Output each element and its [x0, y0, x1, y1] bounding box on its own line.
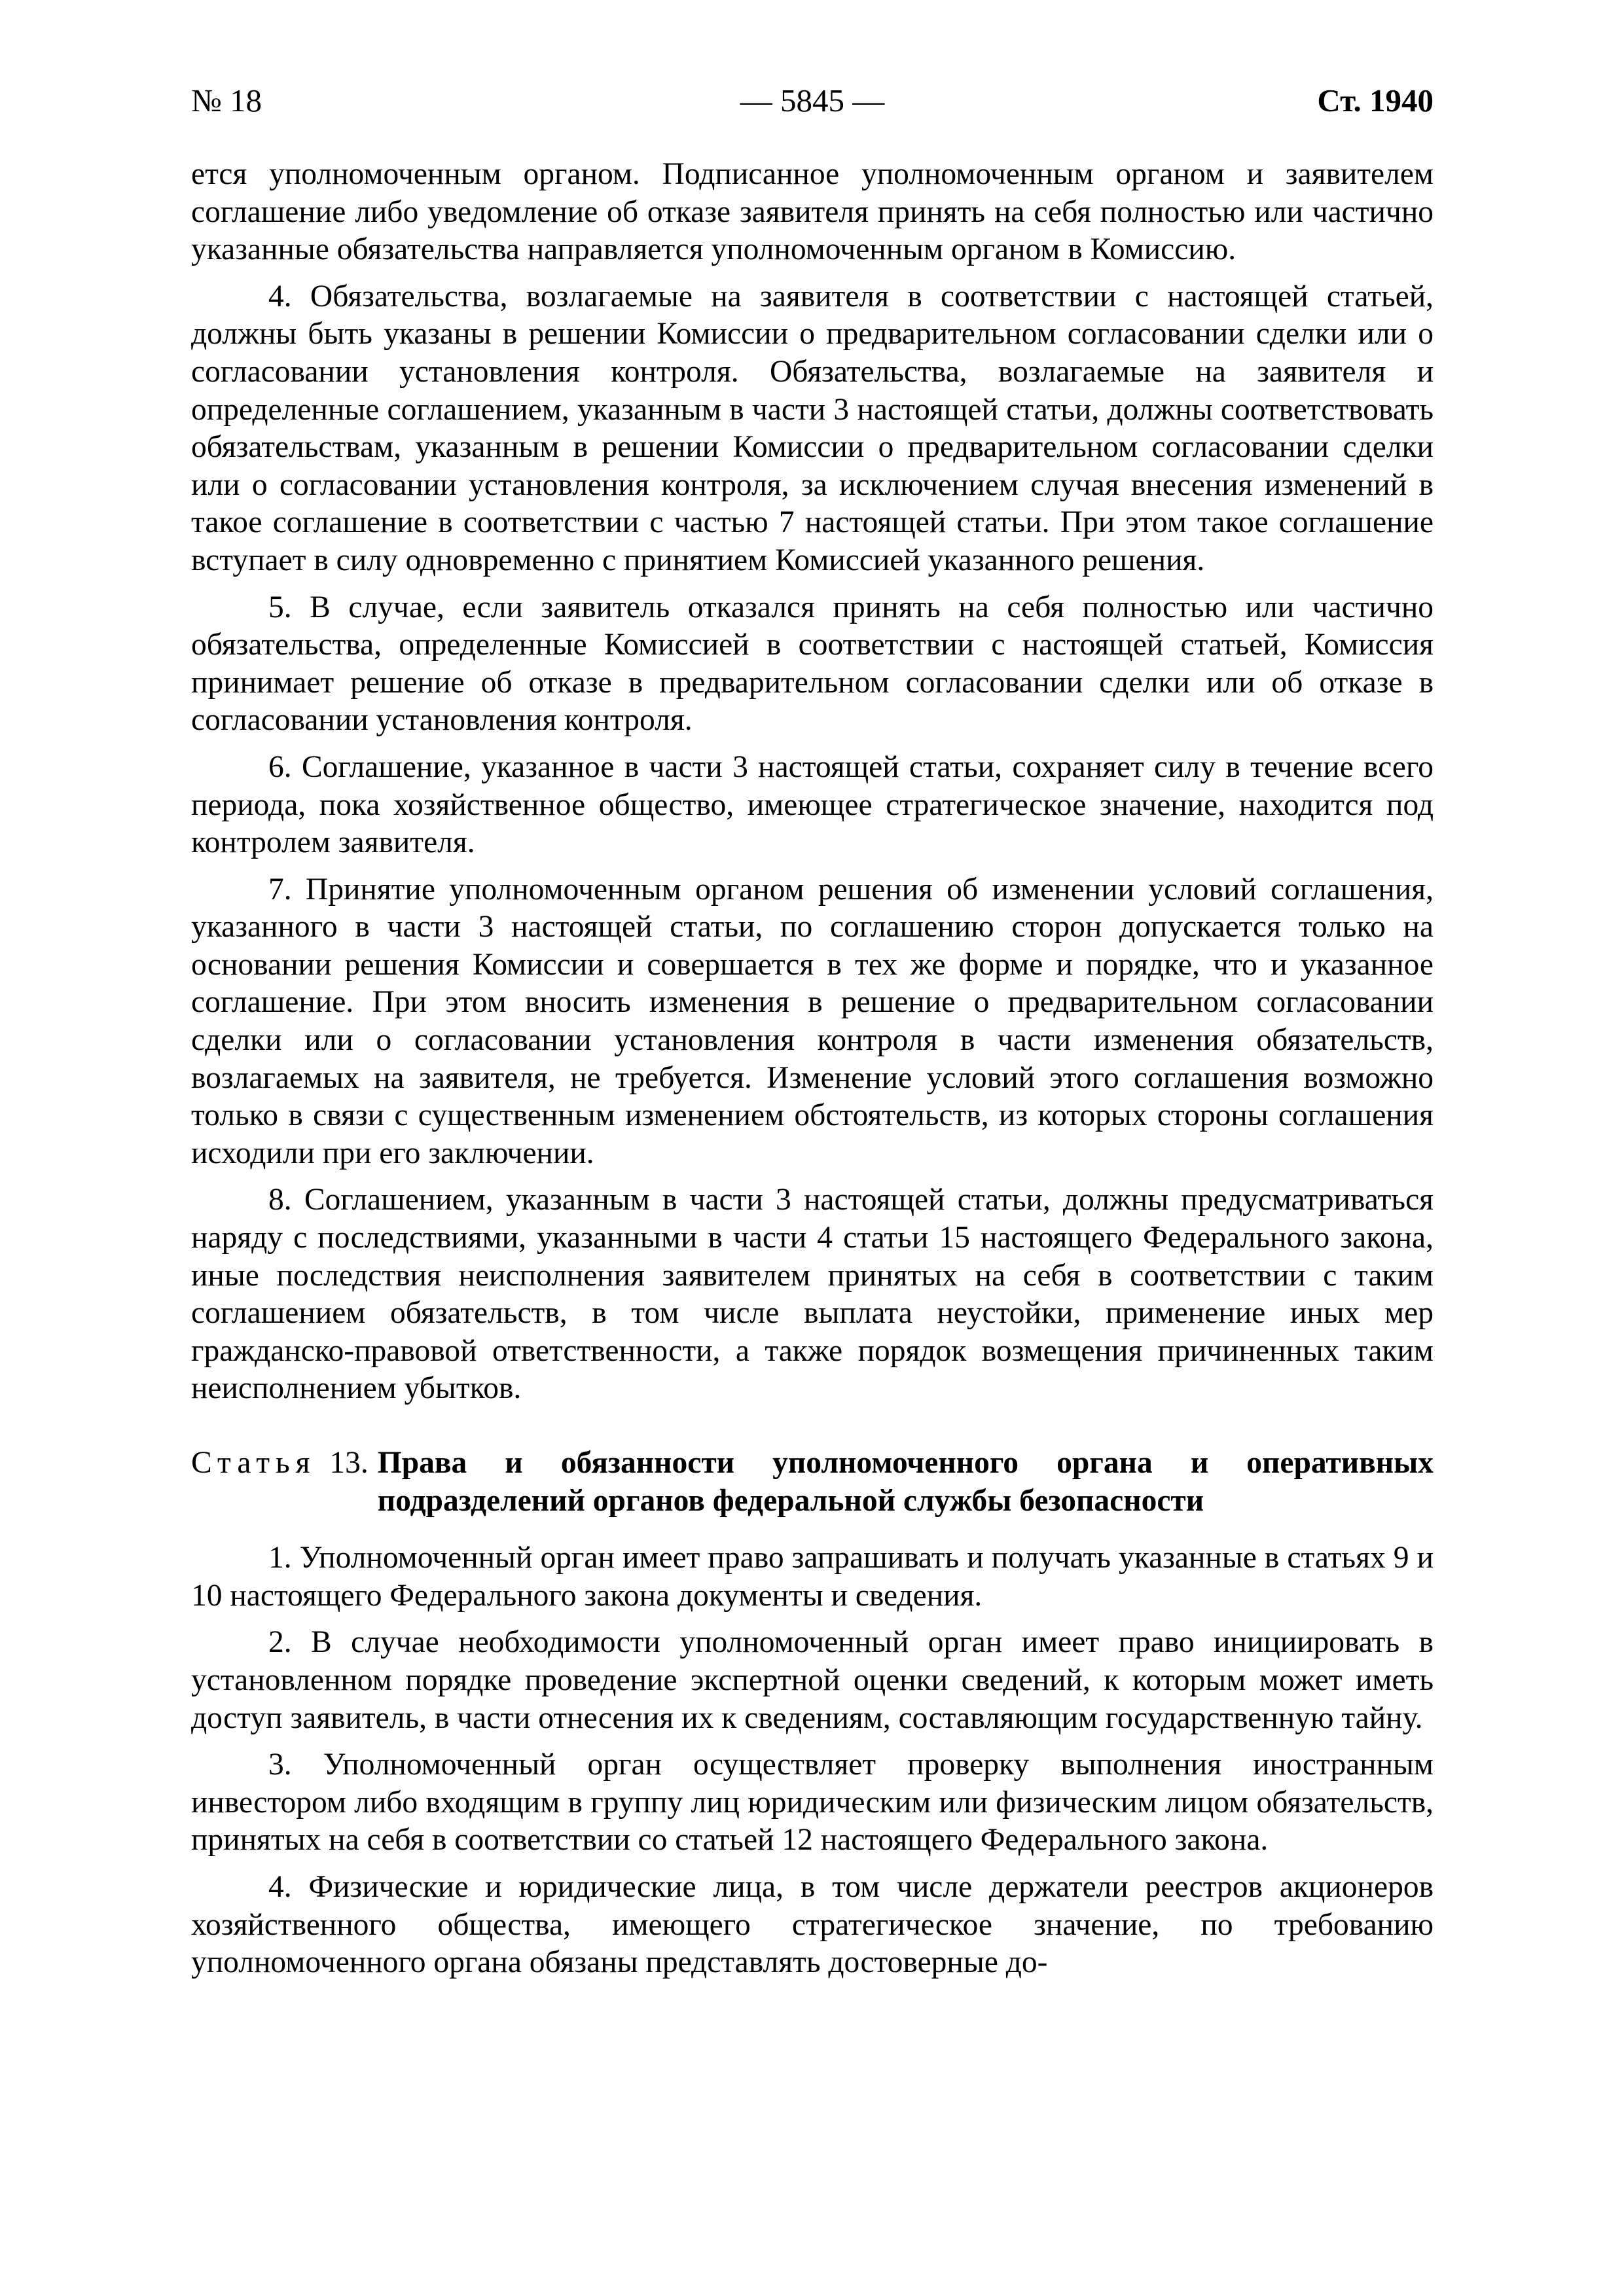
article-title: Права и обязанности уполномоченного органа и оперативных подразделений органов федеральной службы безопасности [377, 1446, 1434, 1518]
article-13-part-1: 1. Уполномоченный орган имеет право запрашивать и получать указанные в статьях 9 и 10 настоящего Федерального закона документы и сведения. [191, 1541, 1434, 1613]
paragraph-part-6: 6. Соглашение, указанное в части 3 настоящей статьи, сохраняет силу в течение всего периода, пока хозяйственное общество, имеющее стратегическое значение, находится под контролем заявителя. [191, 749, 1434, 860]
paragraph-part-7: 7. Принятие уполномоченным органом решения об изменении условий соглашения, указанного в части 3 настоящей статьи, по соглашению сторон допускается только на основании решения Комиссии и совершается в тех же форме и порядке, что и указанное соглашение. При этом вносить изменения в решение о предварительном согласовании сделки или о согласовании установления контроля в части изменения обязательств, возлагаемых на заявителя, не требуется. Изменение условий этого соглашения возможно только в связи с существенным изменением обстоятельств, из которых стороны соглашения исходили при его заключении. [191, 872, 1434, 1170]
page-header [191, 77, 1434, 124]
article-heading [191, 1444, 1434, 1520]
issue-number: № 18 [191, 82, 262, 118]
document-body [191, 156, 1434, 1982]
paragraph-continuation: ется уполномоченным органом. Подписанное уполномоченным органом и заявителем соглашение либо уведомление об отказе заявителя принять на себя полностью или частично указанные обязательства направляется уполномоченным органом в Комиссию. [191, 157, 1434, 267]
article-13-part-2: 2. В случае необходимости уполномоченный орган имеет право инициировать в установленном порядке проведение экспертной оценки сведений, к которым может иметь доступ заявитель, в части отнесения их к сведениям, составляющим государственную тайну. [191, 1625, 1434, 1735]
article-13-part-3: 3. Уполномоченный орган осуществляет проверку выполнения иностранным инвестором либо входящим в группу лиц юридическим или физическим лицом обязательств, принятых на себя в соответствии со статьей 12 настоящего Федерального закона. [191, 1748, 1434, 1857]
paragraph-part-5: 5. В случае, если заявитель отказался принять на себя полностью или частично обязательства, определенные Комиссией в соответствии с настоящей статьей, Комиссия принимает решение об отказе в предварительном согласовании сделки или об отказе в согласовании установления контроля. [191, 590, 1434, 738]
paragraph-part-4: 4. Обязательства, возлагаемые на заявителя в соответствии с настоящей статьей, должны быть указаны в решении Комиссии о предварительном согласовании сделки или о согласовании установления контроля. Обязательства, возлагаемые на заявителя и определенные соглашением, указанным в части 3 настоящей статьи, должны соответствовать обязательствам, указанным в решении Комиссии о предварительном согласовании сделки или о согласовании установления контроля, за исключением случая внесения изменений в такое соглашение в соответствии с частью 7 настоящей статьи. При этом такое соглашение вступает в силу одновременно с принятием Комиссией указанного решения. [191, 279, 1434, 577]
document-page [191, 77, 1434, 1991]
page-number: — 5845 — [740, 82, 885, 118]
article-number: 13. [329, 1446, 369, 1480]
article-label: Статья [191, 1446, 316, 1480]
paragraph-part-8: 8. Соглашением, указанным в части 3 настоящей статьи, должны предусматриваться наряду с последствиями, указанными в части 4 статьи 15 настоящего Федерального закона, иные последствия неисполнения заявителем принятых на себя в соответствии с таким соглашением обязательств, в том числе выплата неустойки, применение иных мер гражданско-правовой ответственности, а также порядок возмещения причиненных таким неисполнением убытков. [191, 1183, 1434, 1406]
article-13-part-4: 4. Физические и юридические лица, в том числе держатели реестров акционеров хозяйственного общества, имеющего стратегическое значение, по требованию уполномоченного органа обязаны представлять достоверные до- [191, 1869, 1434, 1980]
article-reference: Ст. 1940 [1317, 82, 1434, 118]
